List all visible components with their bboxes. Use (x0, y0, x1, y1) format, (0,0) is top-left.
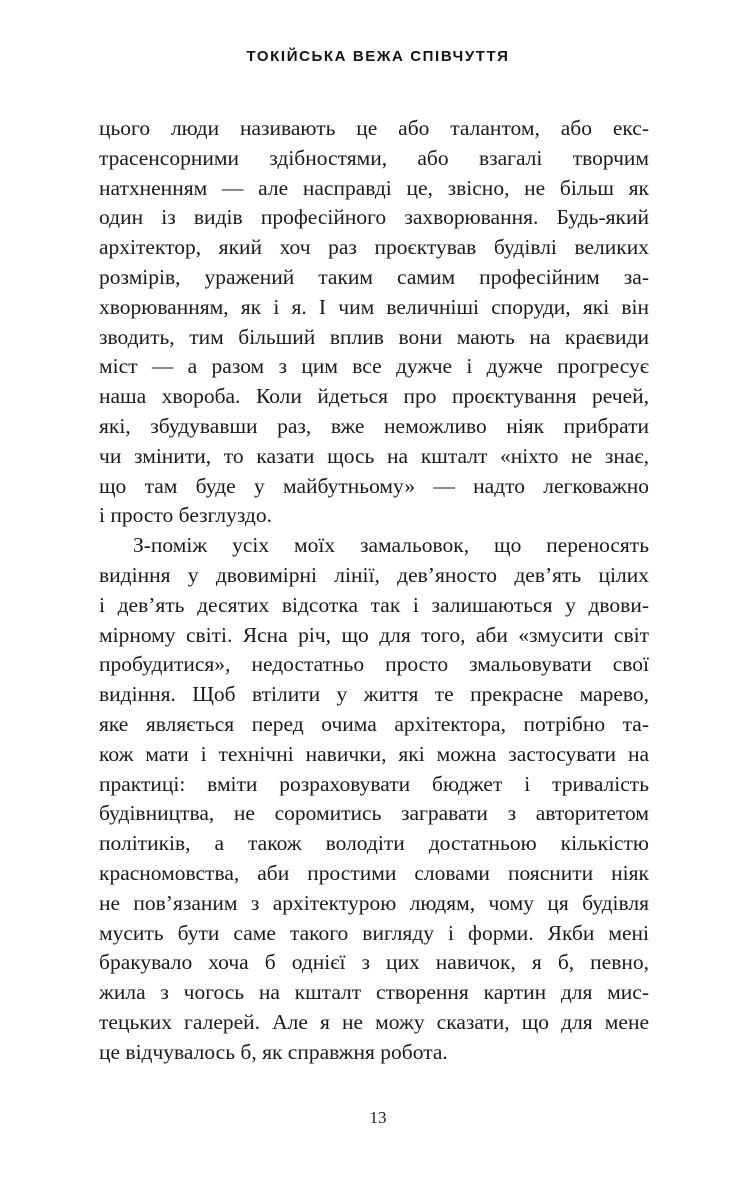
text-line: натхненням — але насправді це, звісно, не більш як (99, 175, 649, 200)
text-line: видіння у двовимірні лінії, дев’яносто дев’ять цілих (99, 562, 649, 587)
text-line: і дев’ять десятих відсотка так і залишаються у двови- (99, 592, 649, 617)
text-line: красномовства, аби простими словами пояснити ніяк (99, 860, 649, 885)
text-line: які, збудувавши раз, вже неможливо ніяк прибрати (99, 413, 649, 438)
text-line: яке являється перед очима архітектора, потрібно та- (99, 711, 649, 736)
text-line: зводить, тим більший вплив вони мають на краєвиди (99, 324, 649, 349)
text-line: бракувало хоча б однієї з цих навичок, я б, певно, (99, 950, 649, 975)
text-line: З-поміж усіх моїх замальовок, що переносять (133, 533, 649, 558)
text-line: кож мати і технічні навички, які можна застосувати на (99, 741, 649, 766)
text-line: жила з чогось на кшталт створення картин для мис- (99, 980, 649, 1005)
text-line: розмірів, уражений таким самим професійним за- (99, 264, 649, 289)
paragraph (99, 531, 649, 1067)
text-line: наша хвороба. Коли йдеться про проєктування речей, (99, 384, 649, 409)
text-line: не пов’язаним з архітектурою людям, чому ця будівля (99, 890, 649, 915)
text-line: чи змінити, то казати щось на кшталт «ніхто не знає, (99, 443, 649, 468)
text-line: архітектор, який хоч раз проєктував будівлі великих (99, 235, 649, 260)
text-line: мірному світі. Ясна річ, що для того, аби «змусити світ (99, 622, 649, 647)
running-header: ТОКІЙСЬКА ВЕЖА СПІВЧУТТЯ (246, 48, 510, 65)
text-line: видіння. Щоб втілити у життя те прекрасне марево, (99, 682, 649, 707)
text-line: і просто безглуздо. (99, 503, 272, 528)
text-line: один із видів професійного захворювання. Будь-який (99, 205, 649, 230)
text-line: трасенсорними здібностями, або взагалі творчим (99, 145, 649, 170)
text-column (99, 114, 649, 1068)
text-line: політиків, а також володіти достатньою кількістю (99, 831, 649, 856)
text-line: будівництва, не соромитись загравати з авторитетом (99, 801, 649, 826)
text-line: міст — а разом з цим все дужче і дужче прогресує (99, 354, 649, 379)
page-number: 13 (369, 1108, 387, 1127)
text-line: тецьких галерей. Але я не можу сказати, що для мене (99, 1009, 649, 1034)
text-line: хворюванням, як і я. І чим величніші споруди, які він (99, 294, 649, 319)
text-line: що там буде у майбутньому» — надто легковажно (99, 473, 649, 498)
text-line: це відчувалось б, як справжня робота. (99, 1039, 448, 1064)
paragraph (99, 114, 649, 531)
text-line: практиці: вміти розраховувати бюджет і тривалість (99, 771, 649, 796)
text-line: пробудитися», недостатньо просто змальовувати свої (99, 652, 649, 677)
text-line: мусить бути саме такого вигляду і форми. Якби мені (99, 920, 649, 945)
text-line: цього люди називають це або талантом, або екс- (99, 116, 649, 140)
